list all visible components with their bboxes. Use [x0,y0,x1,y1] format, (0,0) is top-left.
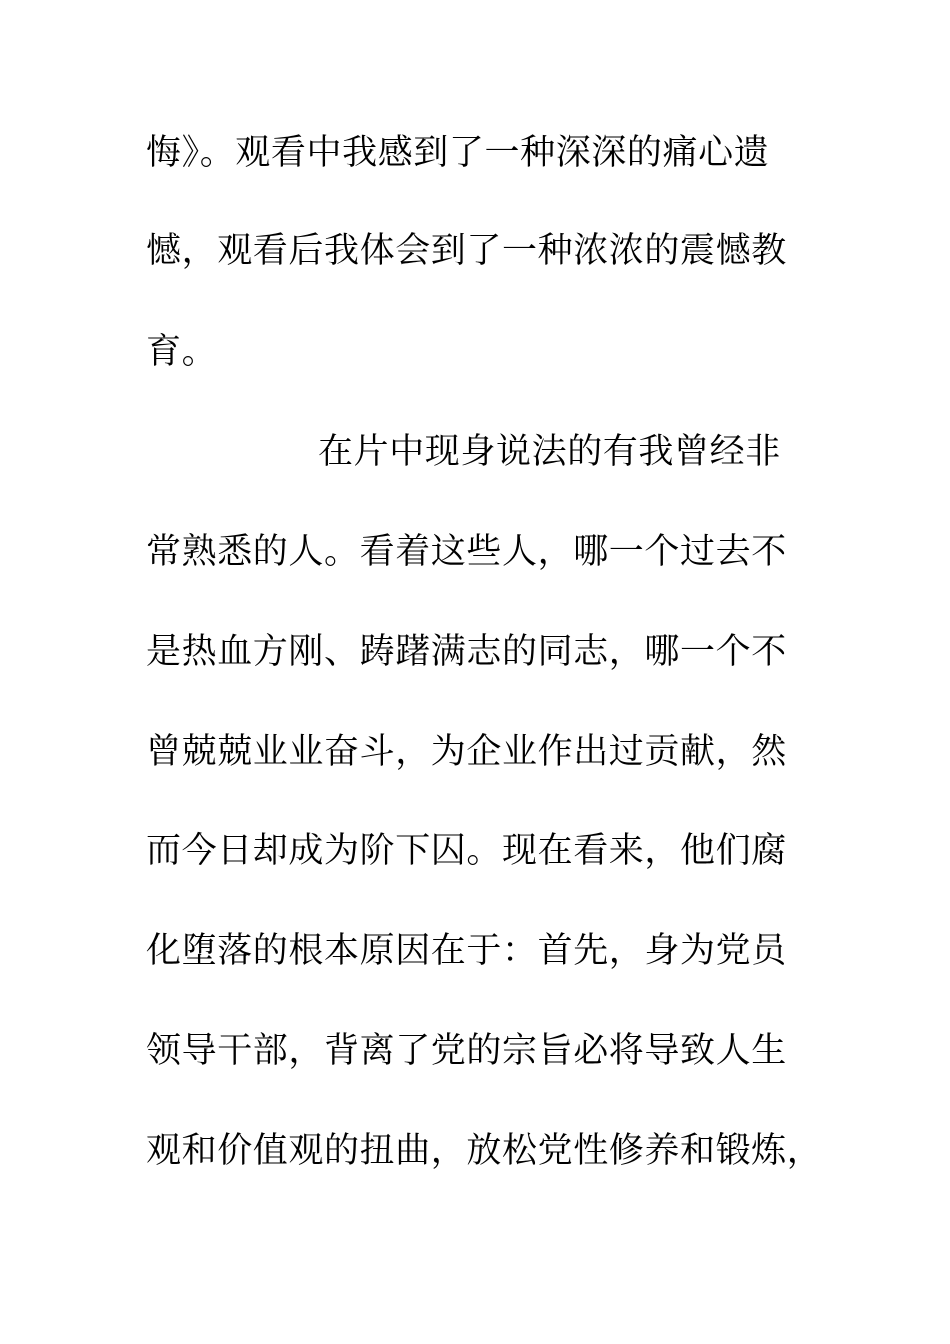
paragraph-start-line: 在片中现身说法的有我曾经非 [318,432,781,472]
text-line: 常熟悉的人。看着这些人，哪一个过去不 [146,532,787,572]
text-line: 观和价值观的扭曲，放松党性修养和锻炼， [146,1131,823,1171]
text-line: 育。 [146,332,218,372]
text-line: 憾，观看后我体会到了一种浓浓的震憾教 [146,231,787,271]
text-line: 而今日却成为阶下囚。现在看来，他们腐 [146,831,787,871]
text-line: 悔》。观看中我感到了一种深深的痛心遗 [146,133,770,173]
text-line: 化堕落的根本原因在于：首先，身为党员 [146,931,787,971]
text-line: 是热血方刚、踌躇满志的同志，哪一个不 [146,632,787,672]
text-line: 领导干部，背离了党的宗旨必将导致人生 [146,1031,787,1071]
text-line: 曾兢兢业业奋斗，为企业作出过贡献，然 [146,732,787,772]
